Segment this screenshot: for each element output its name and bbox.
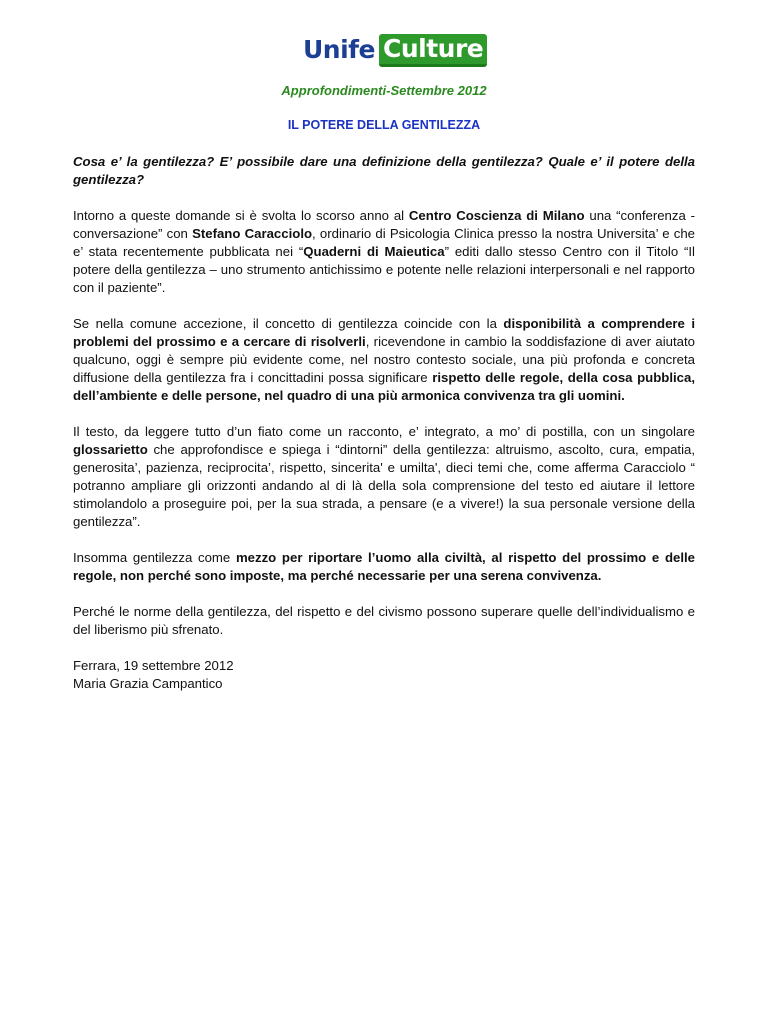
p1-bold-3: Quaderni di Maieutica: [303, 244, 445, 259]
paragraph-3: [73, 423, 695, 531]
p2-bold-2: rispetto delle regole, della cosa pubblica, dell’ambiente e delle persone, nel quadro di una più armonica convivenza tra gli uomini.: [73, 370, 695, 403]
subtitle: Approfondimenti-Settembre 2012: [281, 83, 487, 98]
paragraph-5: Perché le norme della gentilezza, del rispetto e del civismo possono superare quelle dell’individualismo e del liberismo più sfrenato.: [73, 604, 695, 637]
document-body: [73, 153, 695, 693]
p1-text-3: , ordinario di Psicologia Clinica presso la nostra Universita’ e che e’ stata recentemente pubblicata nei “: [73, 226, 695, 259]
paragraph-4: [73, 549, 695, 585]
p4-text-1: Insomma gentilezza come: [73, 550, 236, 565]
author-signature: Maria Grazia Campantico: [73, 676, 223, 691]
document-title: IL POTERE DELLA GENTILEZZA: [287, 118, 481, 132]
logo-culture-badge: Culture: [379, 34, 487, 67]
p2-text-1: Se nella comune accezione, il concetto di gentilezza coincide con la: [73, 316, 504, 331]
p2-bold-1: disponibilità a comprendere i problemi del prossimo e a cercare di risolverli: [73, 316, 696, 349]
p3-bold-1: glossarietto: [73, 442, 148, 457]
unife-culture-logo: [303, 33, 487, 67]
p1-text-1: Intorno a queste domande si è svolta lo scorso anno al: [73, 208, 409, 223]
paragraph-1: [73, 207, 695, 297]
p2-text-2: , ricevendone in cambio la soddisfazione di aver aiutato qualcuno, oggi è sempre più evidente come, nel nostro contesto sociale, una più profonda e concreta diffusione della gentilezza fra i concittadini possa significare: [73, 334, 696, 385]
logo-unife-text: Unife: [303, 35, 375, 64]
p3-text-2: che approfondisce e spiega i “dintorni” della gentilezza: altruismo, ascolto, cura, empatia, generosita’, pazienza, reciprocita’, rispetto, sincerita' e umilta', dieci temi che, come afferma Caracciolo “ potranno ampliare gli orizzonti andando al di là della sola comprensione del testo ed aiutare il lettore stimolandolo a proseguire poi, per la sua strada, a pensare (e a vivere!) la sua personale versione della gentilezza”.: [73, 442, 695, 529]
paragraph-2: [73, 315, 695, 405]
p1-text-2: una “conferenza - conversazione” con: [73, 208, 696, 241]
p1-bold-1: Centro Coscienza di Milano: [408, 208, 585, 223]
p4-bold-1: mezzo per riportare l’uomo alla civiltà, al rispetto del prossimo e delle regole, non perché sono imposte, ma perché necessarie per una serena convivenza.: [73, 550, 695, 583]
p3-text-1: Il testo, da leggere tutto d’un fiato come un racconto, e’ integrato, a mo’ di postilla, con un singolare: [73, 424, 695, 439]
place-date: Ferrara, 19 settembre 2012: [73, 658, 234, 673]
p1-text-4: ” editi dallo stesso Centro con il Titolo “Il potere della gentilezza – uno strumento antichissimo e potente nelle relazioni interpersonali e nel rapporto con il paziente”.: [73, 244, 695, 295]
intro-question: Cosa e’ la gentilezza? E’ possibile dare una definizione della gentilezza? Quale e’ il potere della gentilezza?: [73, 154, 695, 187]
p1-bold-2: Stefano Caracciolo: [192, 226, 313, 241]
